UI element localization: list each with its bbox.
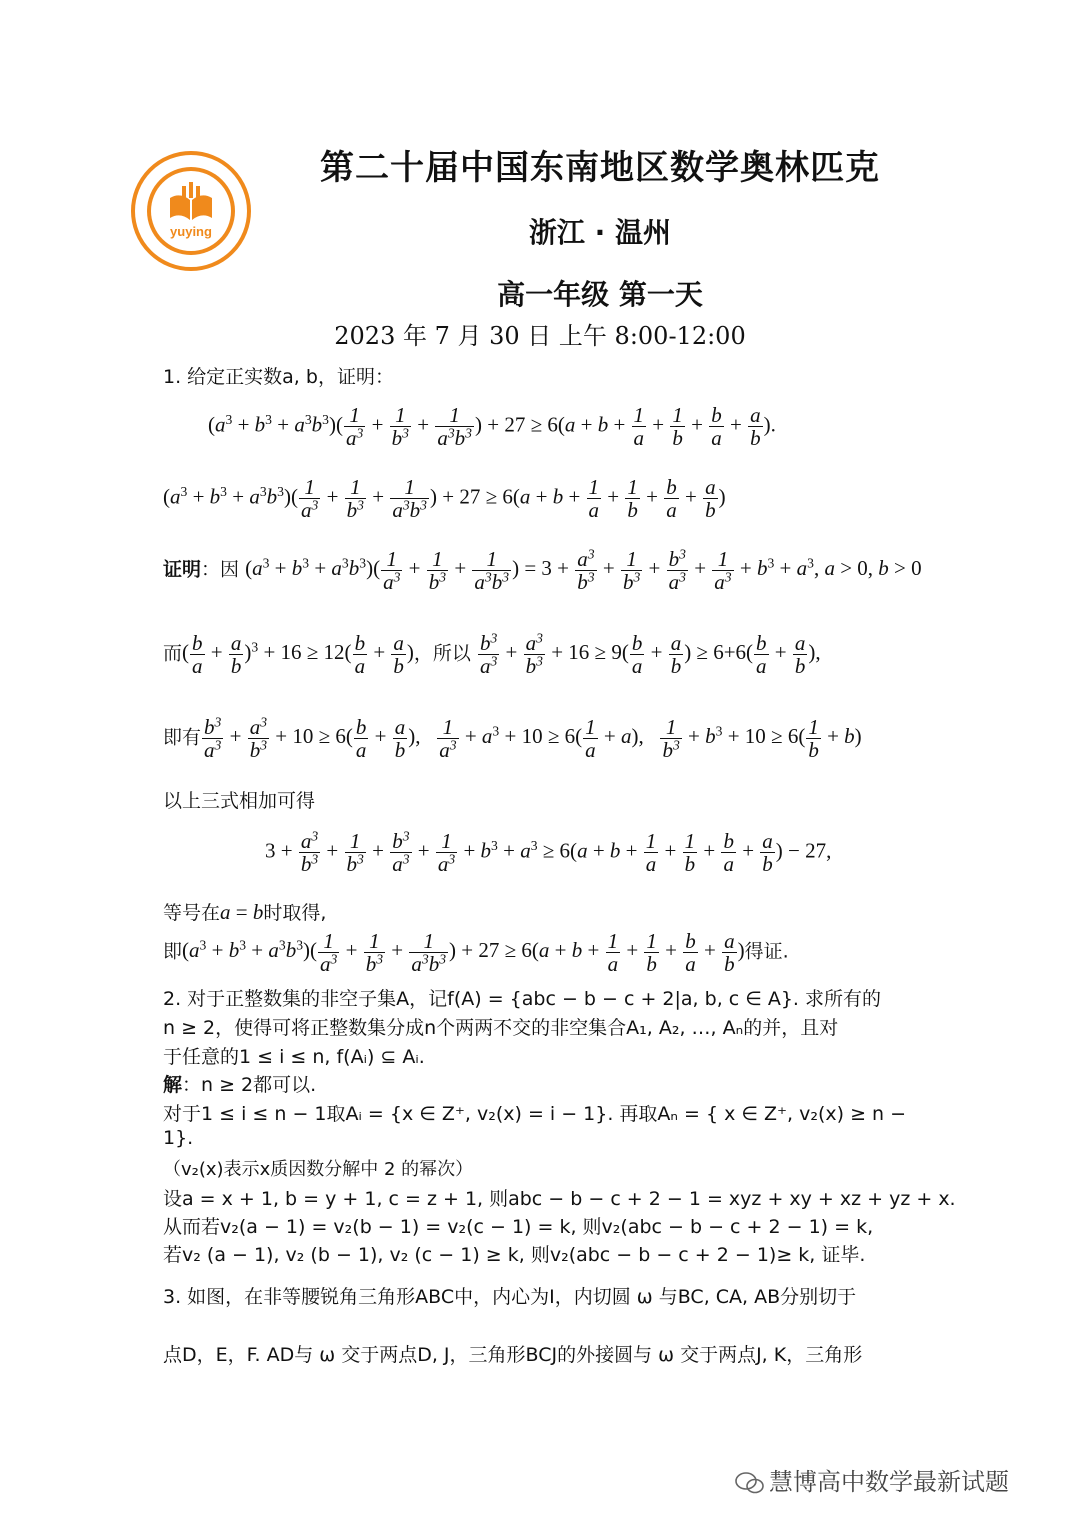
watermark-text: 慧博高中数学最新试题 [769, 1468, 1009, 1496]
problem2-line3: 于任意的1 ≤ i ≤ n, f(Aᵢ) ⊆ Aᵢ. [163, 1046, 425, 1068]
answer-text: ：n ≥ 2都可以. [182, 1074, 317, 1096]
proof-step-3: 即有 $\frac{b^3}{a^3}$ + $\frac{a^3}{b^3}$ + 10 ≥ 6( $\frac{b}{a}$ + $\frac{a}{b}$ ), $\frac{1}{a^3}$ + $a^3 + 10 \ge 6$( $\frac{1}{a}$ + a), $\frac{1}{b^3}$ + $b^3 + 10 \ge 6$( $\frac{1}{b}$ + b) [163, 714, 862, 763]
proof-label: 证明 [163, 558, 202, 581]
problem1-inequality-restated: $(a^3 + b^3 + a^3b^3)$( $\frac{1}{a^3}$ + $\frac{1}{b^3}$ + $\frac{1}{a^3b^3}$ ) + 27 ≥ 6(a + b + $\frac{1}{a}$ + $\frac{1}{b}$ + $\frac{b}{a}$ + $\frac{a}{b}$ ) [163, 475, 726, 523]
problem3-line1: 3. 如图，在非等腰锐角三角形ABC中，内心为I，内切圆 ω 与BC, CA, AB分别切于 [163, 1286, 857, 1308]
problem2-line10: 若v₂ (a − 1), v₂ (b − 1), v₂ (c − 1) ≥ k, 则v₂(abc − b − c + 2 − 1)≥ k, 证毕. [163, 1244, 866, 1266]
logo-text: yuying [170, 224, 212, 239]
text-er: 而 [163, 642, 183, 665]
proof-step-1: 证明：因 $(a^3 + b^3 + a^3b^3)$( $\frac{1}{a^3}$ + $\frac{1}{b^3}$ + $\frac{1}{a^3b^3}$ ) = 3 + $\frac{a^3}{b^3}$ + $\frac{1}{b^3}$ + $\frac{b^3}{a^3}$ + $\frac{1}{a^3}$ + $b^3 + a^3$, a > 0, b > 0 [163, 546, 922, 595]
problem2-answer [163, 1070, 316, 1097]
sum-text: 以上三式相加可得 [163, 790, 316, 812]
conclusion-pre: 即 [163, 940, 183, 963]
location: 浙江 · 温州 [528, 216, 672, 249]
proof-sum: 3 + $\frac{a^3}{b^3}$ + $\frac{1}{b^3}$ + $\frac{b^3}{a^3}$ + $\frac{1}{a^3}$ + $b^3 + a^3 \ge 6(a + b$ + $\frac{1}{a}$ + $\frac{1}{b}$ + $\frac{b}{a}$ + $\frac{a}{b}$ ) − 27, [265, 828, 832, 877]
equality-line: 等号在a = b时取得, [163, 900, 327, 924]
page-title: 第二十届中国东南地区数学奥林匹克 [320, 148, 880, 188]
wechat-icon [735, 1472, 765, 1494]
equality-pre: 等号在 [163, 902, 221, 924]
problem2-line1: 2. 对于正整数集的非空子集A，记f(A) = {abc − b − c + 2|a, b, c ∈ A}. 求所有的 [163, 988, 882, 1010]
conclusion-post: 得证. [744, 940, 789, 963]
title-block [300, 140, 900, 313]
conclusion-line: 即$(a^3 + b^3 + a^3b^3)$( $\frac{1}{a^3}$ + $\frac{1}{b^3}$ + $\frac{1}{a^3b^3}$ ) + 27 ≥ 6(a + b + $\frac{1}{a}$ + $\frac{1}{b}$ + $\frac{b}{a}$ + $\frac{a}{b}$ )得证. [163, 929, 789, 977]
exam-datetime: 2023 年 7 月 30 日 上午 8:00-12:00 [334, 322, 746, 350]
problem3-line2: 点D，E，F. AD与 ω 交于两点D, J，三角形BCJ的外接圆与 ω 交于两点J, K，三角形 [163, 1344, 863, 1366]
problem2-line6: 1}. [163, 1127, 194, 1149]
problem2-line8: 设a = x + 1, b = y + 1, c = z + 1, 则abc − b − c + 2 − 1 = xyz + xy + xz + yz + x. [163, 1188, 956, 1210]
text-jiyou: 即有 [163, 726, 202, 749]
problem1-inequality: $(a^3 + b^3 + a^3b^3)$( $\frac{1}{a^3}$ + $\frac{1}{b^3}$ + $\frac{1}{a^3b^3}$ ) + 27 ≥ 6(a + b + $\frac{1}{a}$ + $\frac{1}{b}$ + $\frac{b}{a}$ + $\frac{a}{b}$ ). [208, 403, 776, 451]
proof-step-2: 而( $\frac{b}{a}$ + $\frac{a}{b}$ )$^3$ + 16 ≥ 12( $\frac{b}{a}$ + $\frac{a}{b}$ )，所以 $\frac{b^3}{a^3}$ + $\frac{a^3}{b^3}$ + 16 ≥ 9( $\frac{b}{a}$ + $\frac{a}{b}$ ) ≥ 6+6( $\frac{b}{a}$ + $\frac{a}{b}$ ), [163, 630, 821, 679]
problem2-line7: （v₂(x)表示x质因数分解中 2 的幂次） [163, 1159, 474, 1180]
answer-label: 解 [163, 1074, 183, 1096]
problem2-line5: 对于1 ≤ i ≤ n − 1取Aᵢ = {x ∈ Z⁺, v₂(x) = i − 1}. 再取Aₙ = { x ∈ Z⁺, v₂(x) ≥ n − [163, 1103, 907, 1125]
grade-day: 高一年级 第一天 [497, 278, 703, 311]
watermark [735, 1462, 1009, 1497]
text-suoyi: ，所以 [413, 642, 471, 665]
logo [130, 150, 252, 272]
problem1-statement: 1. 给定正实数a, b，证明： [163, 366, 394, 388]
equality-post: 时取得, [263, 902, 327, 924]
problem2-line9: 从而若v₂(a − 1) = v₂(b − 1) = v₂(c − 1) = k, 则v₂(abc − b − c + 2 − 1) = k, [163, 1216, 874, 1238]
proof-intro: ：因 [201, 558, 240, 581]
problem2-line2: n ≥ 2，使得可将正整数集分成n个两两不交的非空集合A₁, A₂, …, Aₙ的并，且对 [163, 1017, 839, 1039]
